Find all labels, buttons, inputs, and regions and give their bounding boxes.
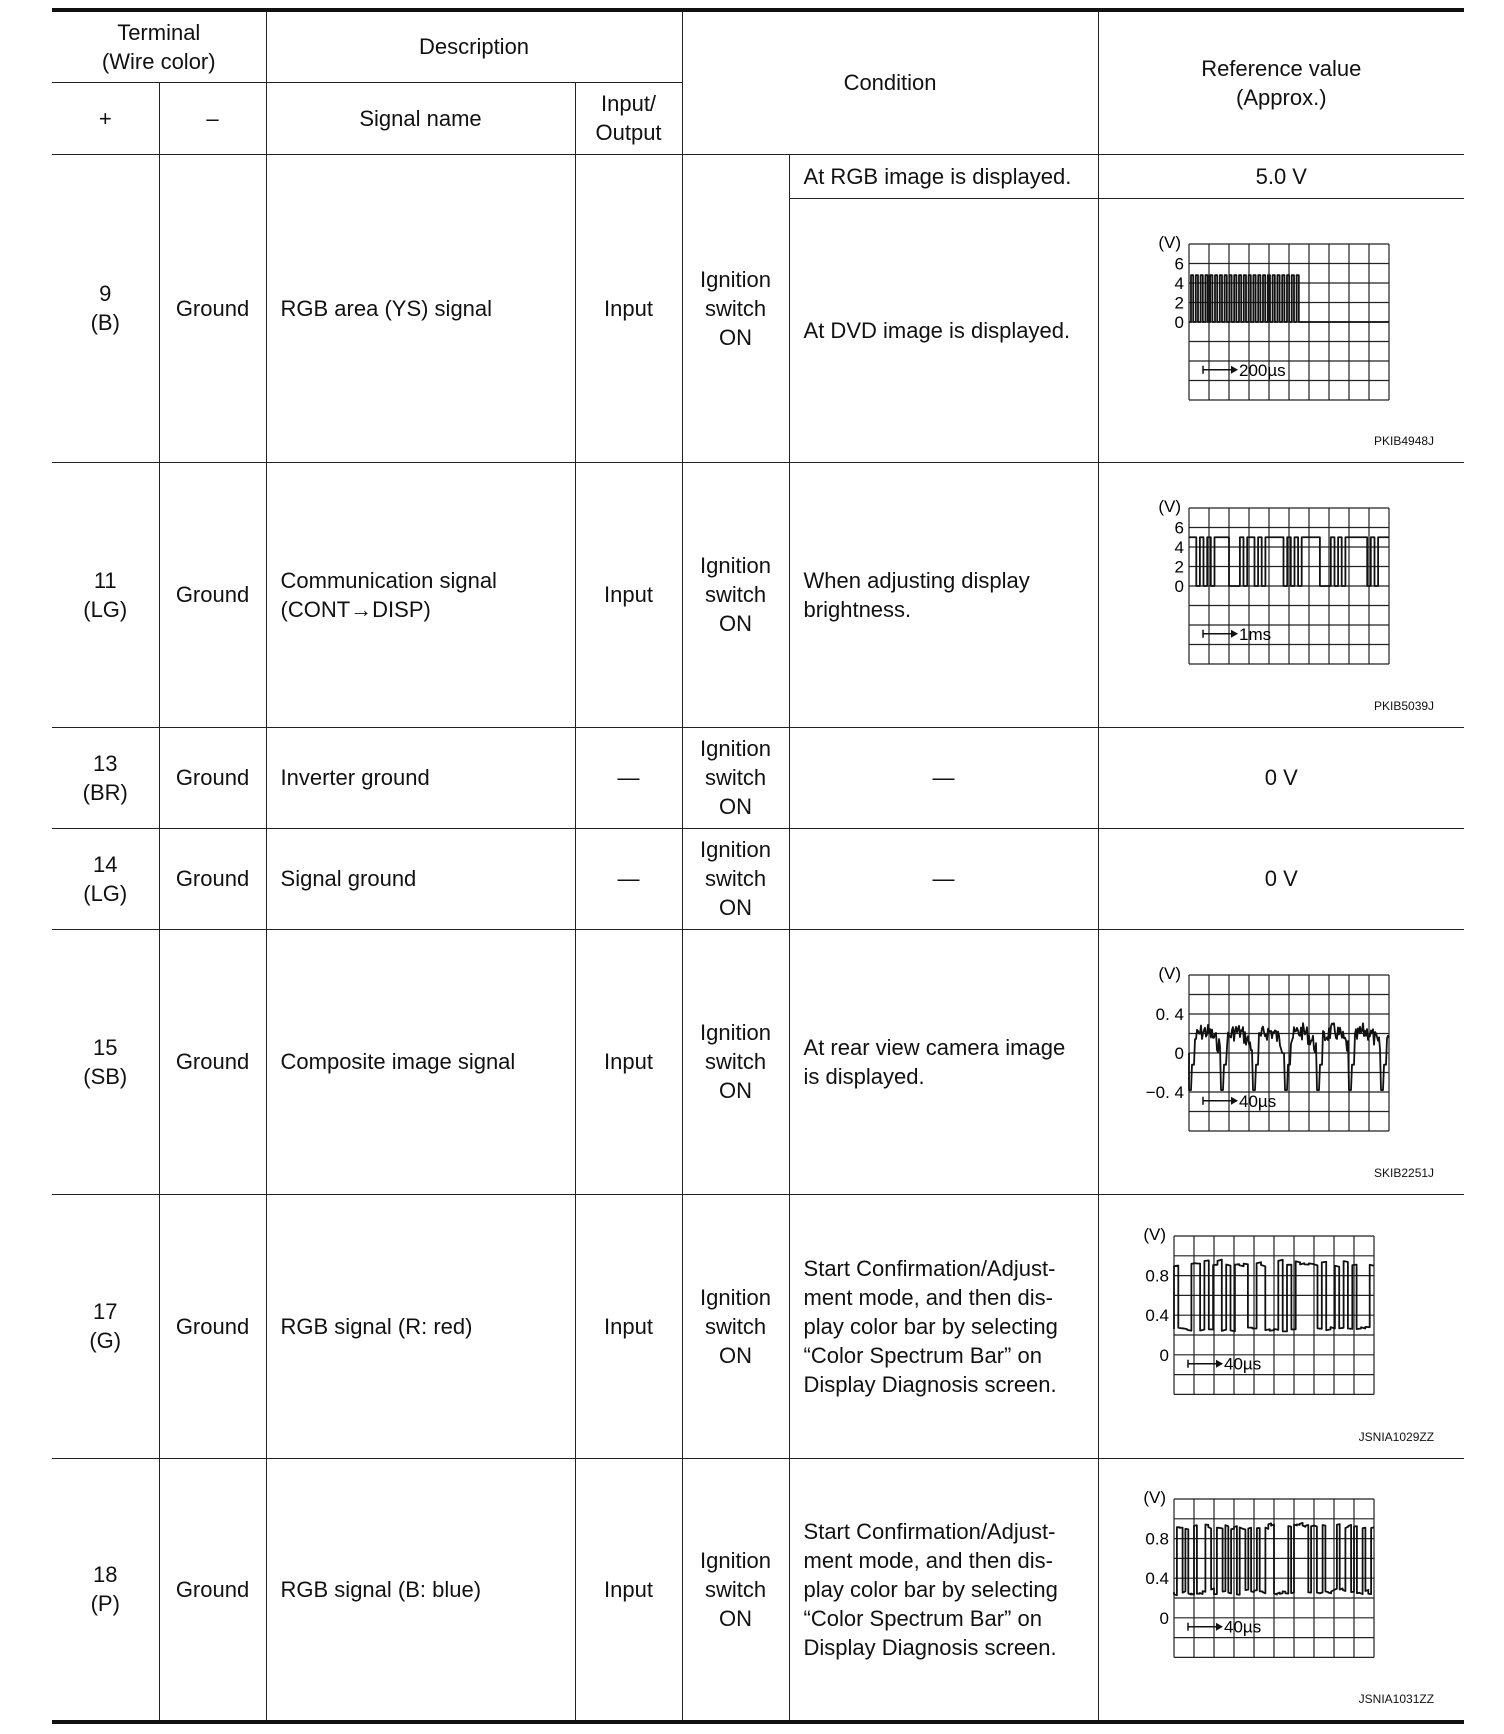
io-cell: Input (575, 154, 682, 462)
oscilloscope-waveform (1099, 1487, 1465, 1692)
axis-tick-label: 6 (1174, 518, 1184, 538)
axis-tick-label: 2 (1174, 557, 1184, 577)
axis-tick-label: 0. 4 (1155, 1005, 1184, 1024)
oscilloscope-waveform (1099, 228, 1465, 433)
oscilloscope-waveform (1099, 959, 1465, 1164)
time-scale-label: 1ms (1238, 624, 1271, 644)
axis-tick-label: 0 (1159, 1608, 1169, 1628)
axis-unit-label: (V) (1142, 1487, 1166, 1507)
figure-code: PKIB5039J (1374, 698, 1435, 713)
condition-cell: Ignition switch ON (682, 462, 789, 727)
figure-code: JSNIA1029ZZ (1358, 1429, 1435, 1444)
arrow-head-icon (1216, 1622, 1223, 1630)
signal-name-cell: Inverter ground (266, 727, 575, 828)
axis-unit-label: (V) (1157, 497, 1181, 516)
terminal-cell: 13 (BR) (52, 727, 159, 828)
time-scale-label: 40µs (1223, 1354, 1261, 1374)
axis-unit-label: (V) (1157, 232, 1181, 252)
arrow-head-icon (1216, 1359, 1223, 1367)
axis-tick-label: 0 (1159, 1345, 1169, 1365)
arrow-head-icon (1231, 630, 1238, 638)
axis-unit-label: (V) (1157, 964, 1181, 983)
axis-tick-label: 0.4 (1144, 1568, 1169, 1588)
minus-cell: Ground (159, 1194, 266, 1458)
reference-value-cell (1098, 1458, 1464, 1722)
time-scale-label: 200µs (1238, 360, 1286, 380)
arrow-head-icon (1231, 1097, 1238, 1105)
reference-value-cell (1098, 198, 1464, 462)
io-cell: Input (575, 929, 682, 1194)
signal-name-cell: Composite image signal (266, 929, 575, 1194)
input-output-header: Input/ Output (575, 82, 682, 154)
condition-detail-cell: When adjusting display brightness. (789, 462, 1098, 727)
condition-cell: Ignition switch ON (682, 1458, 789, 1722)
minus-cell: Ground (159, 154, 266, 462)
condition-cell: Ignition switch ON (682, 154, 789, 462)
reference-value-cell: 0 V (1098, 828, 1464, 929)
condition-detail-cell: At RGB image is displayed. (789, 154, 1098, 198)
reference-value-header: Reference value (Approx.) (1098, 10, 1464, 154)
terminal-cell: 17 (G) (52, 1194, 159, 1458)
condition-detail-cell: — (789, 828, 1098, 929)
minus-cell: Ground (159, 929, 266, 1194)
terminal-cell: 9 (B) (52, 154, 159, 462)
figure-code: SKIB2251J (1374, 1165, 1435, 1180)
axis-tick-label: −0. 4 (1145, 1083, 1184, 1102)
signal-name-cell: RGB area (YS) signal (266, 154, 575, 462)
reference-value-cell (1098, 1194, 1464, 1458)
minus-cell: Ground (159, 1458, 266, 1722)
terminal-cell: 18 (P) (52, 1458, 159, 1722)
figure-code: JSNIA1031ZZ (1358, 1692, 1435, 1706)
condition-detail-cell: Start Confirmation/Adjust- ment mode, and then dis- play color bar by selecting “Color Spectrum Bar” on Display Diagnosis screen. (789, 1194, 1098, 1458)
reference-value-cell (1098, 929, 1464, 1194)
terminal-header: Terminal (Wire color) (52, 10, 266, 82)
io-cell: — (575, 828, 682, 929)
terminal-reference-table (52, 8, 1464, 1724)
axis-tick-label: 6 (1174, 254, 1184, 273)
minus-cell: Ground (159, 828, 266, 929)
axis-tick-label: 4 (1174, 538, 1184, 557)
signal-name-cell: RGB signal (B: blue) (266, 1458, 575, 1722)
axis-tick-label: 0.8 (1144, 1529, 1169, 1549)
signal-name-cell: Communication signal (CONT→DISP) (266, 462, 575, 727)
condition-detail-cell: — (789, 727, 1098, 828)
condition-cell: Ignition switch ON (682, 1194, 789, 1458)
signal-name-cell: Signal ground (266, 828, 575, 929)
time-scale-label: 40µs (1238, 1091, 1276, 1111)
reference-value-cell: 5.0 V (1098, 154, 1464, 198)
signal-name-header: Signal name (266, 82, 575, 154)
condition-header: Condition (682, 10, 1098, 154)
axis-tick-label: 0.4 (1144, 1305, 1169, 1325)
condition-detail-cell: Start Confirmation/Adjust- ment mode, and then dis- play color bar by selecting “Color Spectrum Bar” on Display Diagnosis screen. (789, 1458, 1098, 1722)
io-cell: — (575, 727, 682, 828)
condition-cell: Ignition switch ON (682, 828, 789, 929)
waveform-trace (1189, 275, 1389, 322)
axis-unit-label: (V) (1142, 1224, 1166, 1244)
io-cell: Input (575, 1458, 682, 1722)
axis-tick-label: 0 (1174, 312, 1184, 332)
condition-detail-cell: At DVD image is displayed. (789, 198, 1098, 462)
oscilloscope-waveform (1099, 492, 1465, 697)
reference-value-cell (1098, 462, 1464, 727)
signal-name-cell: RGB signal (R: red) (266, 1194, 575, 1458)
reference-value-cell: 0 V (1098, 727, 1464, 828)
axis-tick-label: 4 (1174, 273, 1184, 293)
oscilloscope-waveform (1099, 1224, 1465, 1429)
oscilloscope-grid (1189, 508, 1389, 664)
plus-header: + (52, 82, 159, 154)
terminal-cell: 11 (LG) (52, 462, 159, 727)
axis-tick-label: 2 (1174, 293, 1184, 312)
condition-cell: Ignition switch ON (682, 929, 789, 1194)
io-cell: Input (575, 462, 682, 727)
io-cell: Input (575, 1194, 682, 1458)
terminal-cell: 15 (SB) (52, 929, 159, 1194)
time-scale-label: 40µs (1223, 1617, 1261, 1637)
figure-code: PKIB4948J (1374, 433, 1435, 448)
terminal-cell: 14 (LG) (52, 828, 159, 929)
description-header: Description (266, 10, 682, 82)
axis-tick-label: 0 (1174, 1044, 1184, 1063)
axis-tick-label: 0.8 (1144, 1266, 1169, 1286)
axis-tick-label: 0 (1174, 577, 1184, 596)
arrow-head-icon (1231, 365, 1238, 373)
oscilloscope-grid (1189, 975, 1389, 1131)
condition-cell: Ignition switch ON (682, 727, 789, 828)
minus-header: – (159, 82, 266, 154)
condition-detail-cell: At rear view camera image is displayed. (789, 929, 1098, 1194)
minus-cell: Ground (159, 727, 266, 828)
minus-cell: Ground (159, 462, 266, 727)
waveform-trace (1174, 1523, 1374, 1595)
